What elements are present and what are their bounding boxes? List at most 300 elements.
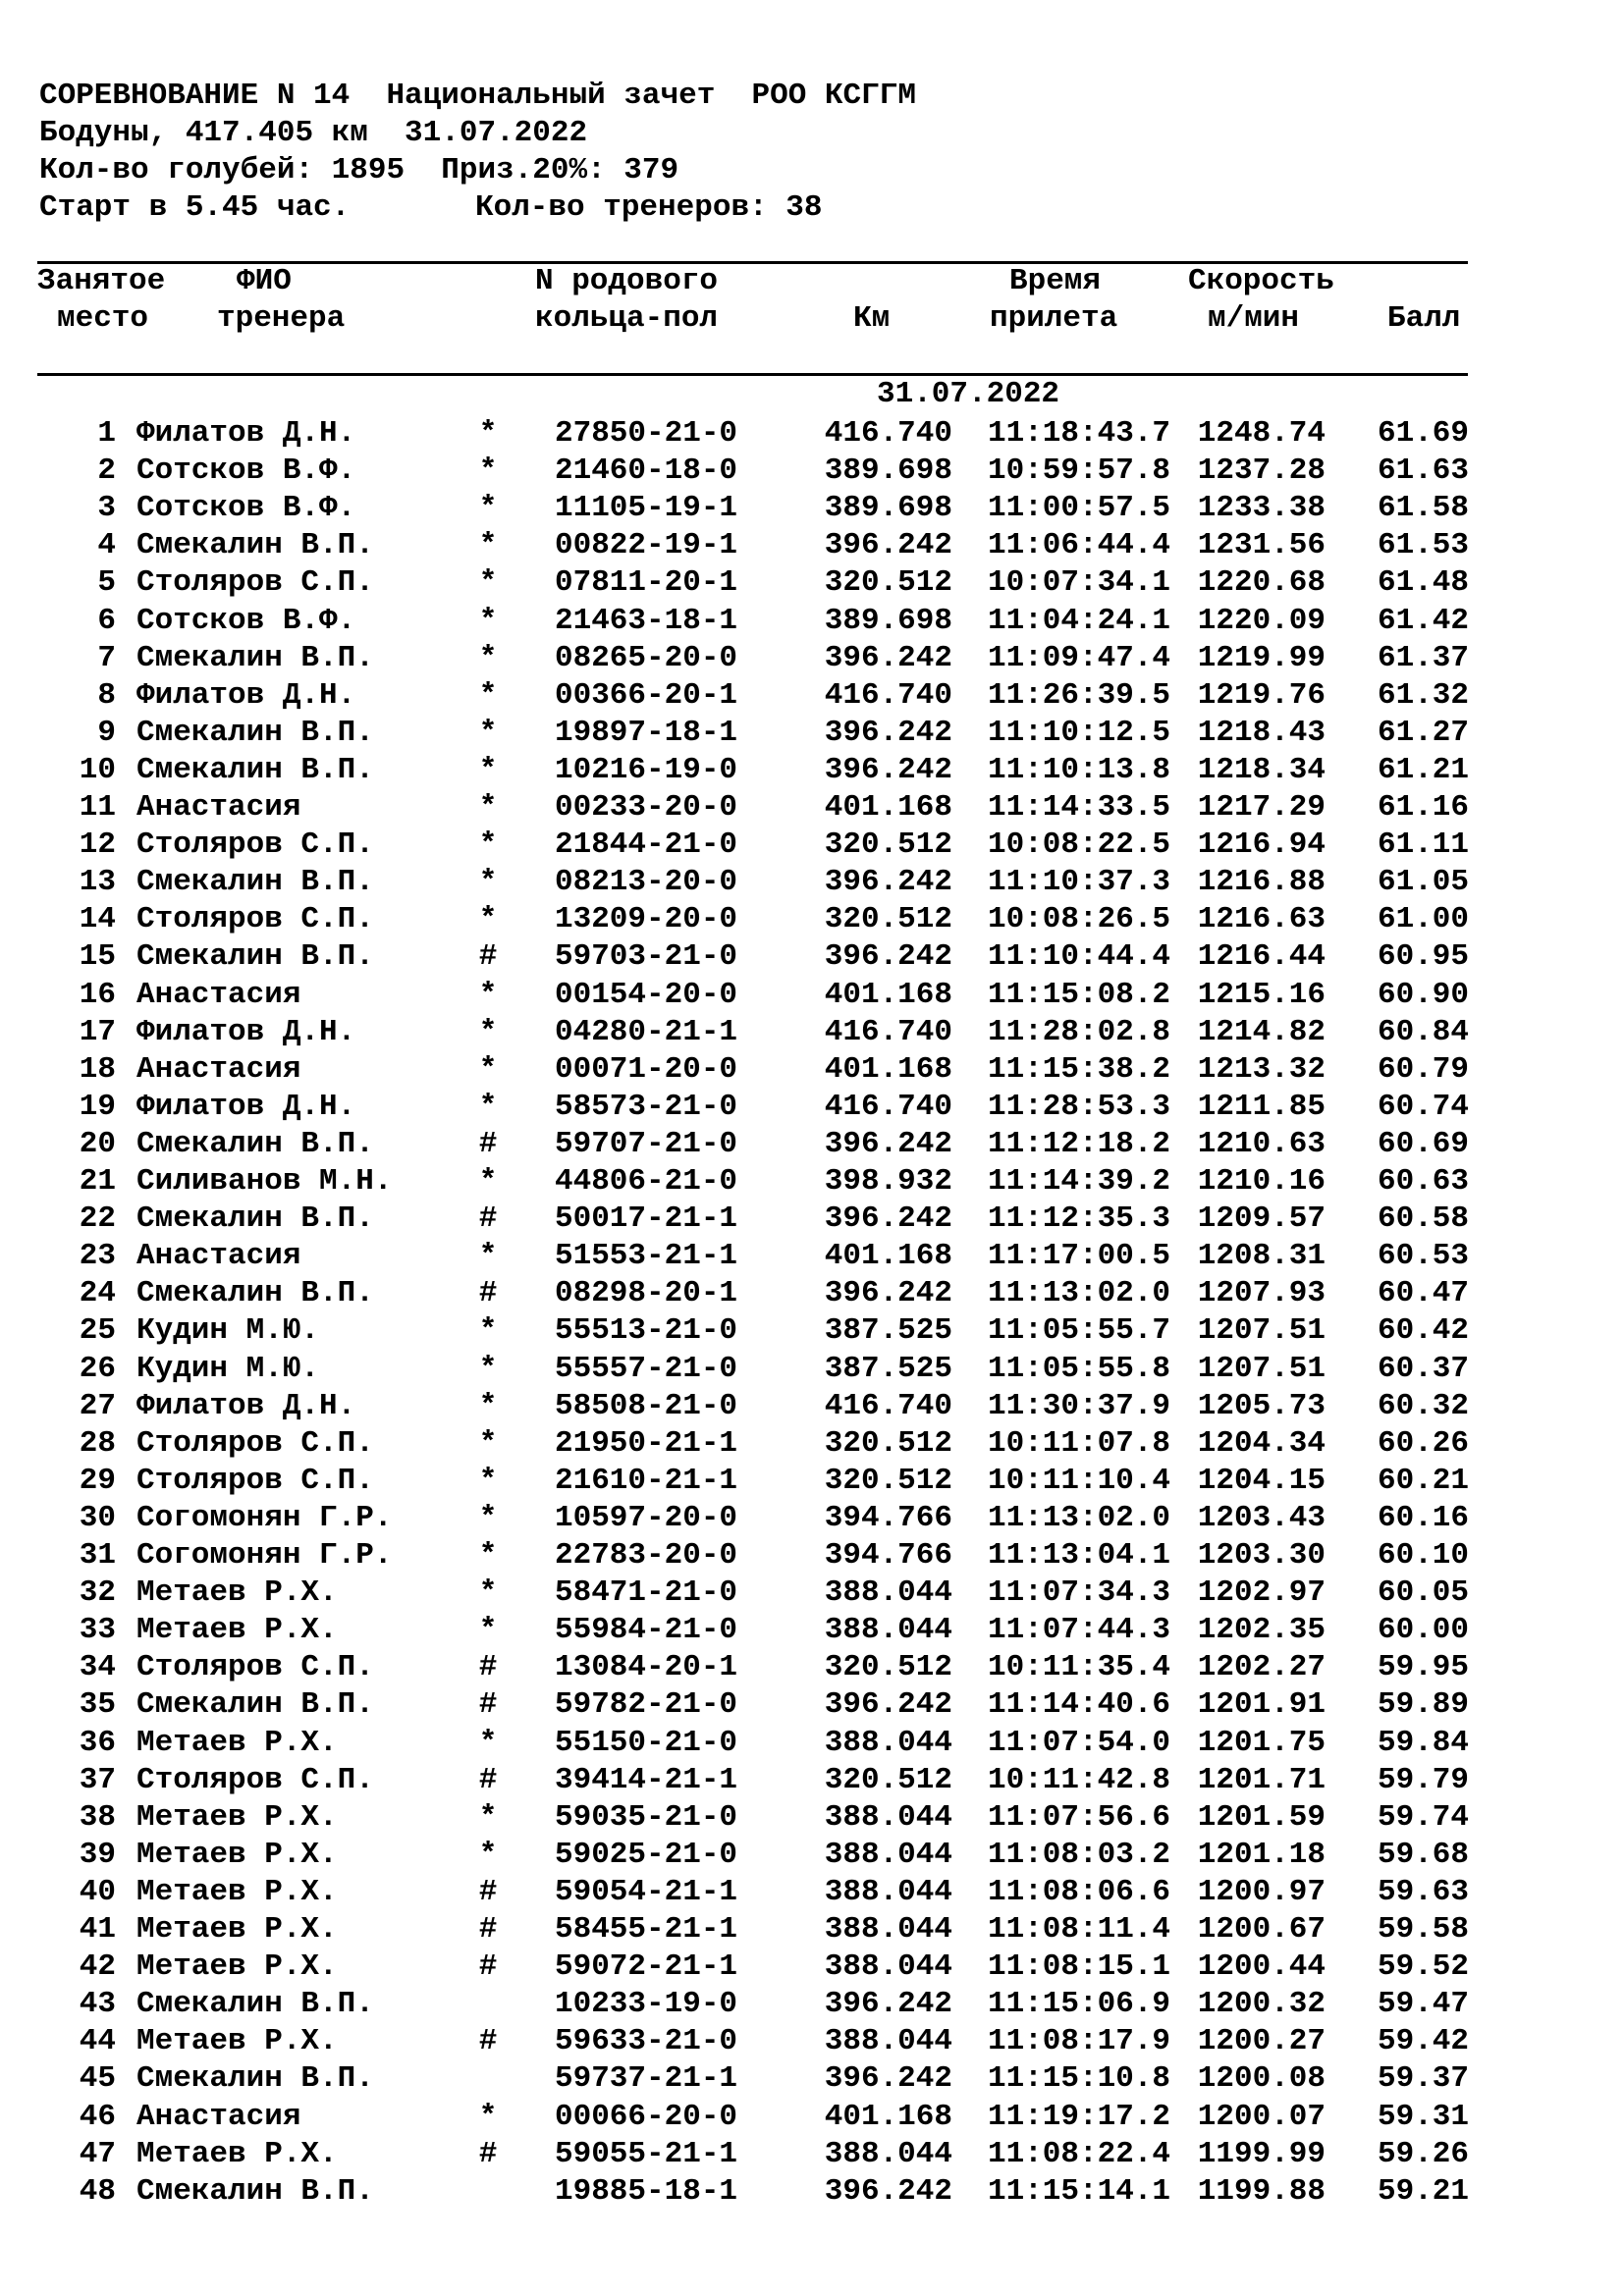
table-row <box>0 640 1624 677</box>
cell-km: 388.044 <box>824 1875 952 1909</box>
cell-place: 10 <box>79 753 116 787</box>
cell-km: 387.525 <box>824 1352 952 1386</box>
cell-time: 11:07:34.3 <box>987 1575 1170 1610</box>
cell-time: 10:59:57.8 <box>987 454 1170 488</box>
cell-speed: 1210.63 <box>1197 1127 1326 1161</box>
cell-mark: * <box>478 565 498 600</box>
cell-speed: 1202.27 <box>1197 1650 1326 1684</box>
cell-name: Метаев Р.Х. <box>136 1838 338 1872</box>
cell-km: 320.512 <box>824 565 952 600</box>
cell-mark: # <box>478 939 498 974</box>
table-row <box>0 2173 1624 2211</box>
cell-score: 60.63 <box>1377 1164 1469 1199</box>
cell-name: Смекалин В.П. <box>136 1987 374 2021</box>
table-row <box>0 1537 1624 1575</box>
cell-score: 59.89 <box>1377 1687 1469 1722</box>
cell-score: 59.31 <box>1377 2100 1469 2134</box>
table-row <box>0 1051 1624 1089</box>
cell-score: 60.37 <box>1377 1352 1469 1386</box>
cell-score: 60.58 <box>1377 1201 1469 1236</box>
cell-km: 387.525 <box>824 1313 952 1348</box>
cell-place: 21 <box>79 1164 116 1199</box>
table-row <box>0 1762 1624 1799</box>
cell-score: 61.32 <box>1377 678 1469 713</box>
cell-speed: 1205.73 <box>1197 1389 1326 1423</box>
cell-ring: 27850-21-0 <box>555 416 738 451</box>
cell-ring: 58573-21-0 <box>555 1090 738 1124</box>
cell-km: 396.242 <box>824 2061 952 2096</box>
cell-name: Согомонян Г.Р. <box>136 1538 393 1573</box>
table-row <box>0 603 1624 640</box>
cell-km: 416.740 <box>824 1015 952 1049</box>
cell-time: 11:08:17.9 <box>987 2024 1170 2058</box>
cell-speed: 1207.93 <box>1197 1276 1326 1310</box>
cell-speed: 1200.08 <box>1197 2061 1326 2096</box>
cell-time: 11:17:00.5 <box>987 1239 1170 1273</box>
cell-place: 11 <box>79 790 116 825</box>
col-score: Балл <box>1387 301 1461 336</box>
cell-ring: 39414-21-1 <box>555 1763 738 1797</box>
cell-name: Смекалин В.П. <box>136 865 374 899</box>
cell-ring: 21950-21-1 <box>555 1426 738 1461</box>
cell-speed: 1202.97 <box>1197 1575 1326 1610</box>
table-row <box>0 1089 1624 1126</box>
cell-score: 60.16 <box>1377 1501 1469 1535</box>
cell-place: 34 <box>79 1650 116 1684</box>
cell-place: 36 <box>79 1726 116 1760</box>
cell-name: Анастасия <box>136 2100 301 2134</box>
table-row <box>0 1388 1624 1425</box>
cell-place: 19 <box>79 1090 116 1124</box>
cell-place: 5 <box>97 565 116 600</box>
cell-place: 40 <box>79 1875 116 1909</box>
cell-speed: 1237.28 <box>1197 454 1326 488</box>
cell-score: 60.42 <box>1377 1313 1469 1348</box>
cell-speed: 1201.91 <box>1197 1687 1326 1722</box>
cell-time: 11:10:37.3 <box>987 865 1170 899</box>
cell-time: 11:28:02.8 <box>987 1015 1170 1049</box>
table-row <box>0 453 1624 490</box>
cell-km: 320.512 <box>824 828 952 862</box>
cell-score: 61.21 <box>1377 753 1469 787</box>
cell-place: 12 <box>79 828 116 862</box>
cell-place: 39 <box>79 1838 116 1872</box>
table-row <box>0 2136 1624 2173</box>
table-row <box>0 527 1624 564</box>
cell-place: 6 <box>97 604 116 638</box>
cell-ring: 00366-20-1 <box>555 678 738 713</box>
cell-mark: # <box>478 2137 498 2171</box>
cell-km: 320.512 <box>824 1763 952 1797</box>
table-row <box>0 938 1624 976</box>
cell-time: 11:26:39.5 <box>987 678 1170 713</box>
cell-place: 46 <box>79 2100 116 2134</box>
cell-speed: 1218.43 <box>1197 716 1326 750</box>
cell-place: 20 <box>79 1127 116 1161</box>
cell-name: Смекалин В.П. <box>136 1276 374 1310</box>
cell-km: 388.044 <box>824 1838 952 1872</box>
cell-mark: * <box>478 1052 498 1087</box>
cell-km: 388.044 <box>824 1800 952 1835</box>
cell-km: 394.766 <box>824 1501 952 1535</box>
cell-place: 13 <box>79 865 116 899</box>
cell-time: 11:19:17.2 <box>987 2100 1170 2134</box>
cell-speed: 1209.57 <box>1197 1201 1326 1236</box>
cell-km: 396.242 <box>824 1127 952 1161</box>
cell-ring: 00822-19-1 <box>555 528 738 562</box>
cell-km: 320.512 <box>824 902 952 936</box>
col-place-line1: Занятое <box>37 264 166 298</box>
cell-km: 388.044 <box>824 1613 952 1647</box>
cell-name: Анастасия <box>136 978 301 1012</box>
cell-ring: 00066-20-0 <box>555 2100 738 2134</box>
table-row <box>0 2060 1624 2098</box>
cell-mark: # <box>478 2024 498 2058</box>
cell-place: 8 <box>97 678 116 713</box>
cell-place: 23 <box>79 1239 116 1273</box>
start-time-text: Старт в 5.45 час. <box>39 190 351 225</box>
cell-place: 9 <box>97 716 116 750</box>
table-row <box>0 1986 1624 2023</box>
cell-place: 32 <box>79 1575 116 1610</box>
cell-km: 416.740 <box>824 1090 952 1124</box>
cell-time: 11:10:12.5 <box>987 716 1170 750</box>
cell-score: 59.21 <box>1377 2174 1469 2209</box>
cell-ring: 19897-18-1 <box>555 716 738 750</box>
col-km: Км <box>853 301 891 336</box>
cell-mark: # <box>478 1650 498 1684</box>
cell-km: 416.740 <box>824 1389 952 1423</box>
cell-place: 29 <box>79 1464 116 1498</box>
cell-time: 11:08:15.1 <box>987 1949 1170 1984</box>
col-speed-line1: Скорость <box>1188 264 1334 298</box>
cell-mark: * <box>478 1389 498 1423</box>
cell-mark: * <box>478 528 498 562</box>
cell-time: 11:10:13.8 <box>987 753 1170 787</box>
cell-mark: * <box>478 1313 498 1348</box>
cell-speed: 1219.76 <box>1197 678 1326 713</box>
cell-speed: 1200.44 <box>1197 1949 1326 1984</box>
cell-mark: # <box>478 1763 498 1797</box>
cell-mark: # <box>478 1912 498 1947</box>
cell-ring: 21460-18-0 <box>555 454 738 488</box>
cell-speed: 1200.32 <box>1197 1987 1326 2021</box>
cell-time: 10:11:35.4 <box>987 1650 1170 1684</box>
cell-score: 60.05 <box>1377 1575 1469 1610</box>
table-row <box>0 977 1624 1014</box>
cell-time: 11:08:03.2 <box>987 1838 1170 1872</box>
cell-mark: * <box>478 1464 498 1498</box>
cell-place: 45 <box>79 2061 116 2096</box>
cell-score: 61.48 <box>1377 565 1469 600</box>
cell-score: 59.52 <box>1377 1949 1469 1984</box>
cell-ring: 51553-21-1 <box>555 1239 738 1273</box>
cell-place: 22 <box>79 1201 116 1236</box>
cell-score: 61.27 <box>1377 716 1469 750</box>
cell-score: 61.69 <box>1377 416 1469 451</box>
cell-mark: * <box>478 1164 498 1199</box>
cell-name: Сотсков В.Ф. <box>136 491 356 525</box>
cell-speed: 1216.44 <box>1197 939 1326 974</box>
cell-speed: 1201.59 <box>1197 1800 1326 1835</box>
cell-place: 25 <box>79 1313 116 1348</box>
cell-speed: 1204.15 <box>1197 1464 1326 1498</box>
cell-name: Филатов Д.Н. <box>136 678 356 713</box>
cell-place: 1 <box>97 416 116 451</box>
cell-name: Столяров С.П. <box>136 1763 374 1797</box>
cell-score: 59.68 <box>1377 1838 1469 1872</box>
cell-time: 11:12:35.3 <box>987 1201 1170 1236</box>
cell-time: 11:13:02.0 <box>987 1501 1170 1535</box>
cell-mark: * <box>478 1726 498 1760</box>
cell-score: 59.74 <box>1377 1800 1469 1835</box>
cell-speed: 1204.34 <box>1197 1426 1326 1461</box>
cell-ring: 04280-21-1 <box>555 1015 738 1049</box>
cell-score: 61.63 <box>1377 454 1469 488</box>
cell-km: 394.766 <box>824 1538 952 1573</box>
cell-time: 11:13:04.1 <box>987 1538 1170 1573</box>
cell-km: 396.242 <box>824 1201 952 1236</box>
cell-time: 11:04:24.1 <box>987 604 1170 638</box>
table-row <box>0 415 1624 453</box>
table-row <box>0 1949 1624 1986</box>
table-row <box>0 827 1624 864</box>
cell-mark: * <box>478 416 498 451</box>
cell-ring: 10597-20-0 <box>555 1501 738 1535</box>
cell-mark: * <box>478 491 498 525</box>
pigeon-count-line: Кол-во голубей: 1895 Приз.20%: 379 <box>39 153 679 187</box>
cell-mark: * <box>478 828 498 862</box>
cell-score: 60.10 <box>1377 1538 1469 1573</box>
cell-km: 396.242 <box>824 528 952 562</box>
cell-score: 60.21 <box>1377 1464 1469 1498</box>
cell-km: 388.044 <box>824 1575 952 1610</box>
cell-name: Метаев Р.Х. <box>136 2137 338 2171</box>
cell-mark: * <box>478 790 498 825</box>
cell-km: 388.044 <box>824 2137 952 2171</box>
cell-score: 61.53 <box>1377 528 1469 562</box>
cell-km: 389.698 <box>824 454 952 488</box>
cell-time: 11:15:06.9 <box>987 1987 1170 2021</box>
cell-name: Метаев Р.Х. <box>136 1912 338 1947</box>
cell-mark: * <box>478 1426 498 1461</box>
cell-speed: 1201.18 <box>1197 1838 1326 1872</box>
cell-mark: * <box>478 678 498 713</box>
cell-ring: 13209-20-0 <box>555 902 738 936</box>
cell-ring: 59072-21-1 <box>555 1949 738 1984</box>
cell-time: 11:13:02.0 <box>987 1276 1170 1310</box>
cell-ring: 59737-21-1 <box>555 2061 738 2096</box>
cell-km: 388.044 <box>824 1726 952 1760</box>
cell-place: 43 <box>79 1987 116 2021</box>
cell-mark: # <box>478 1875 498 1909</box>
cell-mark: * <box>478 978 498 1012</box>
cell-place: 27 <box>79 1389 116 1423</box>
col-ring-line2: кольца-пол <box>535 301 719 336</box>
cell-ring: 08265-20-0 <box>555 641 738 675</box>
cell-name: Столяров С.П. <box>136 1426 374 1461</box>
cell-mark: * <box>478 902 498 936</box>
cell-time: 11:14:39.2 <box>987 1164 1170 1199</box>
cell-name: Смекалин В.П. <box>136 2174 374 2209</box>
cell-place: 18 <box>79 1052 116 1087</box>
competition-title: СОРЕВНОВАНИЕ N 14 Национальный зачет РОО КСГГМ <box>39 79 916 113</box>
table-row <box>0 1612 1624 1649</box>
release-point-line: Бодуны, 417.405 км 31.07.2022 <box>39 116 588 150</box>
cell-speed: 1220.68 <box>1197 565 1326 600</box>
cell-name: Смекалин В.П. <box>136 641 374 675</box>
cell-mark: * <box>478 1838 498 1872</box>
cell-ring: 11105-19-1 <box>555 491 738 525</box>
table-row <box>0 1575 1624 1612</box>
cell-mark: # <box>478 1127 498 1161</box>
cell-name: Смекалин В.П. <box>136 2061 374 2096</box>
table-row <box>0 1463 1624 1500</box>
cell-ring: 13084-20-1 <box>555 1650 738 1684</box>
cell-mark: # <box>478 1687 498 1722</box>
table-row <box>0 564 1624 602</box>
cell-score: 60.47 <box>1377 1276 1469 1310</box>
cell-place: 37 <box>79 1763 116 1797</box>
cell-speed: 1215.16 <box>1197 978 1326 1012</box>
cell-name: Смекалин В.П. <box>136 753 374 787</box>
trainer-count-text: Кол-во тренеров: 38 <box>475 190 823 225</box>
cell-score: 59.79 <box>1377 1763 1469 1797</box>
cell-name: Смекалин В.П. <box>136 1687 374 1722</box>
cell-ring: 08298-20-1 <box>555 1276 738 1310</box>
cell-place: 35 <box>79 1687 116 1722</box>
cell-score: 61.16 <box>1377 790 1469 825</box>
table-row <box>0 1351 1624 1388</box>
cell-score: 59.58 <box>1377 1912 1469 1947</box>
cell-mark: * <box>478 1613 498 1647</box>
cell-time: 11:07:56.6 <box>987 1800 1170 1835</box>
cell-ring: 59782-21-0 <box>555 1687 738 1722</box>
cell-mark: * <box>478 2100 498 2134</box>
cell-km: 388.044 <box>824 1949 952 1984</box>
cell-km: 396.242 <box>824 641 952 675</box>
cell-ring: 59707-21-0 <box>555 1127 738 1161</box>
cell-speed: 1211.85 <box>1197 1090 1326 1124</box>
cell-speed: 1200.07 <box>1197 2100 1326 2134</box>
cell-ring: 44806-21-0 <box>555 1164 738 1199</box>
cell-time: 11:00:57.5 <box>987 491 1170 525</box>
cell-time: 11:15:10.8 <box>987 2061 1170 2096</box>
section-date: 31.07.2022 <box>877 377 1060 411</box>
cell-km: 320.512 <box>824 1464 952 1498</box>
cell-name: Метаев Р.Х. <box>136 1726 338 1760</box>
table-row <box>0 1799 1624 1837</box>
cell-speed: 1202.35 <box>1197 1613 1326 1647</box>
cell-time: 11:10:44.4 <box>987 939 1170 974</box>
cell-name: Смекалин В.П. <box>136 528 374 562</box>
cell-score: 59.84 <box>1377 1726 1469 1760</box>
cell-name: Столяров С.П. <box>136 1650 374 1684</box>
cell-km: 320.512 <box>824 1426 952 1461</box>
cell-time: 11:08:22.4 <box>987 2137 1170 2171</box>
table-row <box>0 789 1624 827</box>
cell-time: 10:08:22.5 <box>987 828 1170 862</box>
cell-speed: 1214.82 <box>1197 1015 1326 1049</box>
cell-time: 11:06:44.4 <box>987 528 1170 562</box>
cell-place: 4 <box>97 528 116 562</box>
cell-mark: * <box>478 865 498 899</box>
cell-time: 11:08:06.6 <box>987 1875 1170 1909</box>
cell-ring: 59054-21-1 <box>555 1875 738 1909</box>
cell-place: 48 <box>79 2174 116 2209</box>
cell-km: 396.242 <box>824 753 952 787</box>
cell-ring: 58508-21-0 <box>555 1389 738 1423</box>
cell-speed: 1208.31 <box>1197 1239 1326 1273</box>
table-row <box>0 1201 1624 1238</box>
header-rule-bottom <box>37 373 1468 376</box>
cell-km: 389.698 <box>824 604 952 638</box>
cell-score: 60.32 <box>1377 1389 1469 1423</box>
cell-km: 396.242 <box>824 1987 952 2021</box>
col-time-line2: прилета <box>990 301 1118 336</box>
cell-speed: 1217.29 <box>1197 790 1326 825</box>
cell-name: Сотсков В.Ф. <box>136 454 356 488</box>
cell-mark: # <box>478 1201 498 1236</box>
cell-km: 396.242 <box>824 716 952 750</box>
cell-time: 11:18:43.7 <box>987 416 1170 451</box>
cell-ring: 58471-21-0 <box>555 1575 738 1610</box>
cell-speed: 1200.97 <box>1197 1875 1326 1909</box>
table-row <box>0 1649 1624 1686</box>
cell-time: 11:15:38.2 <box>987 1052 1170 1087</box>
cell-place: 14 <box>79 902 116 936</box>
cell-mark: * <box>478 1015 498 1049</box>
cell-speed: 1201.75 <box>1197 1726 1326 1760</box>
cell-score: 61.37 <box>1377 641 1469 675</box>
table-row <box>0 752 1624 789</box>
cell-km: 416.740 <box>824 678 952 713</box>
cell-speed: 1248.74 <box>1197 416 1326 451</box>
cell-km: 396.242 <box>824 2174 952 2209</box>
cell-name: Столяров С.П. <box>136 565 374 600</box>
cell-name: Анастасия <box>136 1052 301 1087</box>
cell-mark: * <box>478 1352 498 1386</box>
cell-ring: 10216-19-0 <box>555 753 738 787</box>
cell-speed: 1216.63 <box>1197 902 1326 936</box>
cell-mark: * <box>478 454 498 488</box>
cell-name: Сотсков В.Ф. <box>136 604 356 638</box>
cell-place: 7 <box>97 641 116 675</box>
table-row <box>0 1725 1624 1762</box>
cell-mark: # <box>478 1276 498 1310</box>
cell-score: 60.26 <box>1377 1426 1469 1461</box>
cell-name: Филатов Д.Н. <box>136 1090 356 1124</box>
cell-score: 59.63 <box>1377 1875 1469 1909</box>
cell-place: 31 <box>79 1538 116 1573</box>
table-row <box>0 1837 1624 1874</box>
cell-time: 11:07:44.3 <box>987 1613 1170 1647</box>
cell-ring: 55513-21-0 <box>555 1313 738 1348</box>
cell-ring: 55150-21-0 <box>555 1726 738 1760</box>
cell-name: Филатов Д.Н. <box>136 416 356 451</box>
cell-score: 60.74 <box>1377 1090 1469 1124</box>
cell-place: 44 <box>79 2024 116 2058</box>
cell-ring: 55557-21-0 <box>555 1352 738 1386</box>
cell-ring: 50017-21-1 <box>555 1201 738 1236</box>
cell-time: 10:11:42.8 <box>987 1763 1170 1797</box>
cell-score: 61.11 <box>1377 828 1469 862</box>
cell-score: 60.00 <box>1377 1613 1469 1647</box>
cell-km: 396.242 <box>824 939 952 974</box>
cell-time: 10:07:34.1 <box>987 565 1170 600</box>
cell-speed: 1213.32 <box>1197 1052 1326 1087</box>
cell-time: 11:05:55.8 <box>987 1352 1170 1386</box>
